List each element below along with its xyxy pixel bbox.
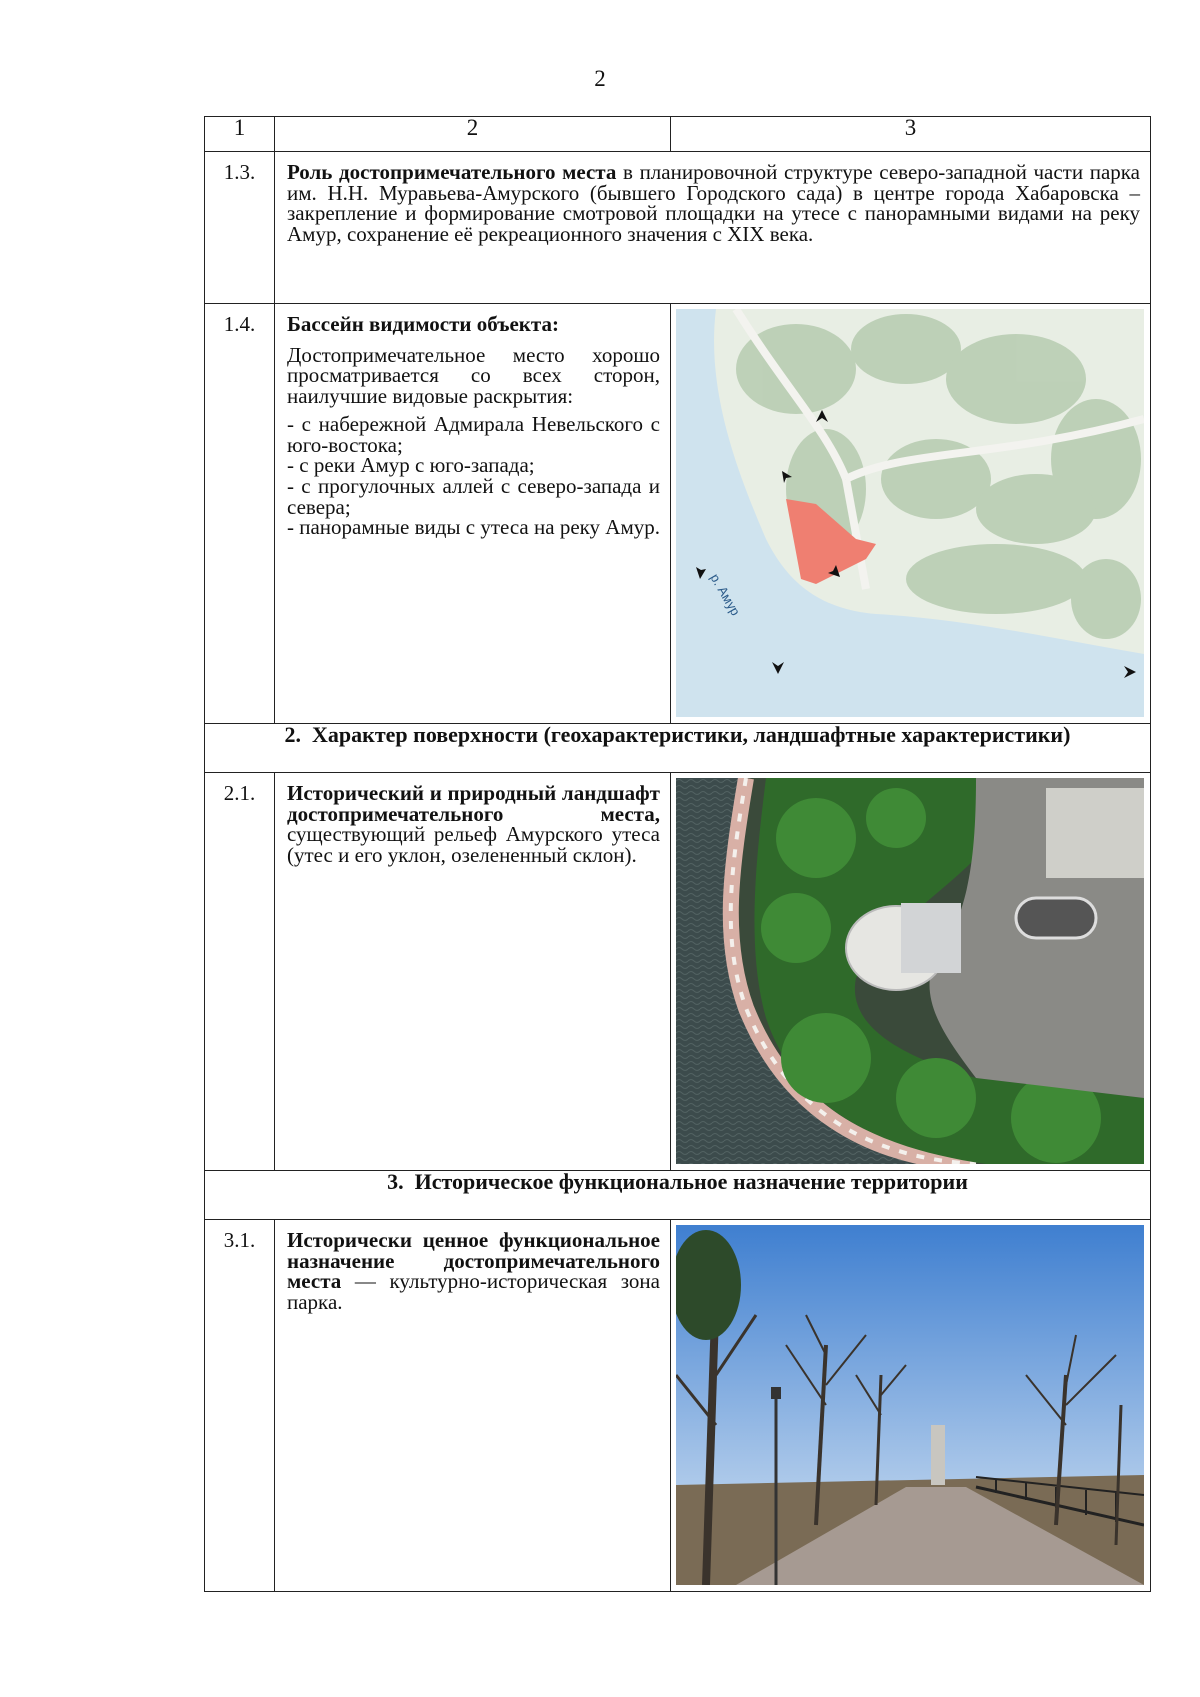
alley-photo-cell [671, 1220, 1151, 1592]
river-label: р. Амур [707, 571, 744, 619]
section-3-number: 3. [387, 1169, 404, 1194]
list-item: - с реки Амур с юго-запада; [287, 453, 535, 478]
park-alley-photo [676, 1225, 1144, 1585]
visibility-intro: Достопримечательное место хорошо просматривается со всех сторон, наилучшие видовые раскрытия: [287, 342, 660, 408]
visibility-heading: Бассейн видимости объекта: [287, 312, 559, 336]
row-number: 3.1. [205, 1220, 275, 1592]
row-2-1-text [275, 773, 671, 1171]
section-2-cell [205, 724, 1151, 773]
row-2-1-bold: Исторический и природный ландшафт достопримечательного места, [287, 781, 660, 826]
row-1-3-bold: Роль достопримечательного места [287, 160, 617, 184]
section-2-number: 2. [284, 722, 302, 747]
visibility-list [287, 412, 660, 540]
list-item: - с прогулочных аллей с северо-запада и севера; [287, 474, 660, 519]
site-map-image [676, 309, 1144, 717]
row-1-4 [205, 304, 1151, 724]
list-item: - с набережной Адмирала Невельского с юго-востока; [287, 412, 660, 457]
row-1-3-body: в планировочной структуре северо-западной части парка им. Н.Н. Муравьева-Амурского (бывшего Городского сада) в центре города Хабаровска – закрепление и формирование смотровой площадки на утесе с панорамными видами на реку Амур, сохранение её рекреационного значения с XIX века. [287, 160, 1140, 246]
row-number: 2.1. [205, 773, 275, 1171]
section-2-heading [205, 724, 1151, 773]
list-item: - панорамные виды с утеса на реку Амур. [287, 515, 660, 540]
row-1-4-text [275, 304, 671, 724]
header-col-1: 1 [205, 117, 275, 152]
aerial-photo-cell [671, 773, 1151, 1171]
row-3-1-body: — культурно-историческая зона парка. [287, 1269, 660, 1314]
table-header-row [205, 117, 1151, 152]
row-3-1 [205, 1220, 1151, 1592]
row-number: 1.3. [205, 152, 275, 304]
section-3-heading [205, 1171, 1151, 1220]
row-3-1-text [275, 1220, 671, 1592]
header-col-3: 3 [671, 117, 1151, 152]
document-table [204, 116, 1151, 1592]
section-3-cell [205, 1171, 1151, 1220]
row-3-1-bold: Исторически ценное функциональное назначение достопримечательного места [287, 1228, 660, 1294]
row-1-3 [205, 152, 1151, 304]
map-cell [671, 304, 1151, 724]
aerial-cliff-photo [676, 778, 1144, 1164]
section-2-title: Характер поверхности (геохарактеристики, ландшафтные характеристики) [312, 722, 1071, 747]
header-col-2: 2 [275, 117, 671, 152]
page-number: 2 [594, 66, 606, 91]
row-1-3-text [275, 152, 1151, 304]
section-3-title: Историческое функциональное назначение территории [414, 1169, 968, 1194]
row-2-1-body: существующий рельеф Амурского утеса (утес и его уклон, озелененный склон). [287, 822, 660, 867]
row-number: 1.4. [205, 304, 275, 724]
row-2-1 [205, 773, 1151, 1171]
